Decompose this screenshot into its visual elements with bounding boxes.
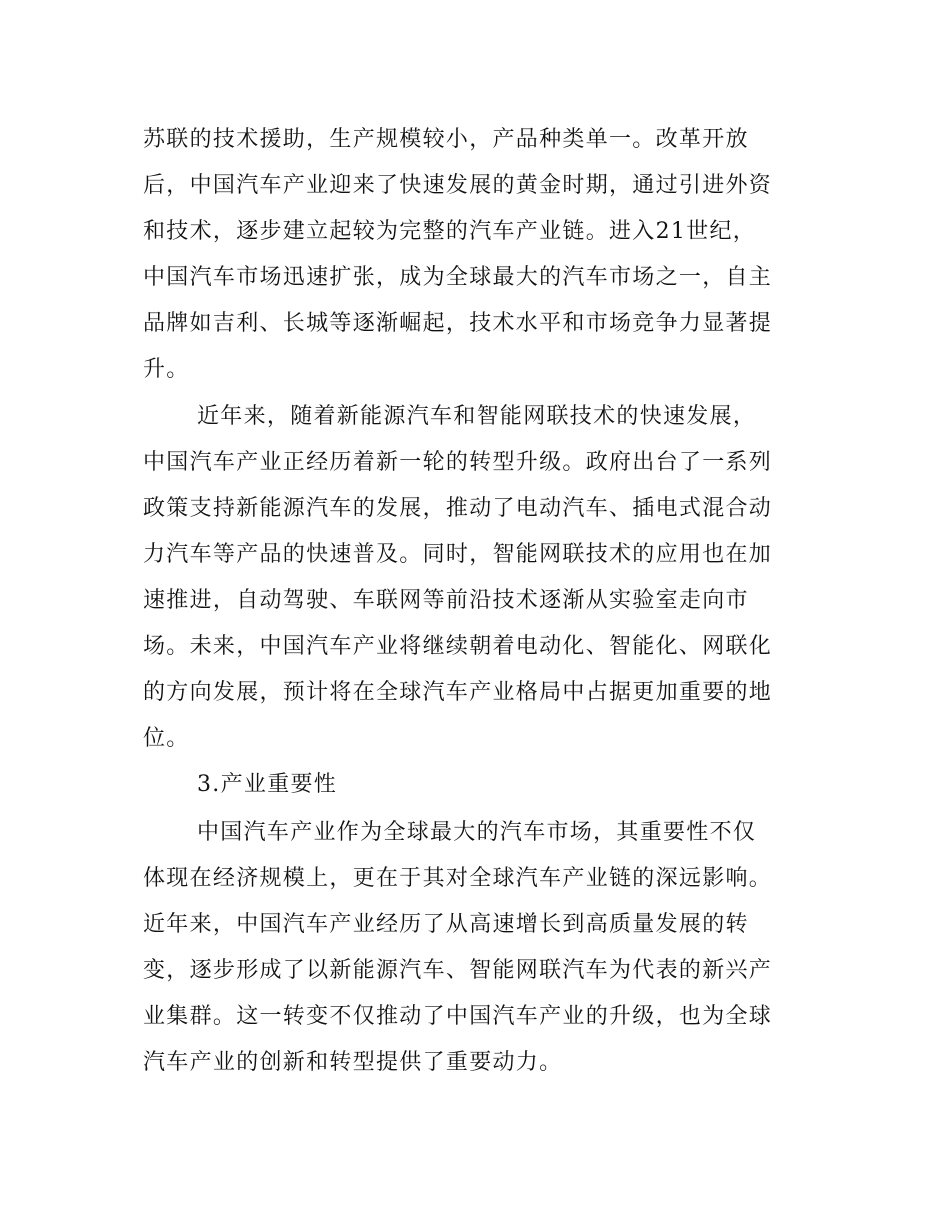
paragraph-line: 升。 — [143, 357, 190, 382]
paragraph-line: 速推进，自动驾驶、车联网等前沿技术逐渐从实验室走向市 — [143, 588, 749, 613]
paragraph-line: 品牌如吉利、长城等逐渐崛起，技术水平和市场竞争力显著提 — [143, 311, 773, 336]
paragraph-line: 近年来，中国汽车产业经历了从高速增长到高质量发展的转 — [143, 912, 749, 937]
paragraph-line: 中国汽车产业作为全球最大的汽车市场，其重要性不仅 — [197, 820, 757, 845]
paragraph-line: 政策支持新能源汽车的发展，推动了电动汽车、插电式混合动 — [143, 496, 773, 521]
paragraph-line: 位。 — [143, 726, 190, 751]
paragraph-line: 和技术，逐步建立起较为完整的汽车产业链。进入21世纪， — [143, 219, 757, 244]
paragraph-line: 业集群。这一转变不仅推动了中国汽车产业的升级，也为全球 — [143, 1004, 773, 1029]
paragraph-line: 的方向发展，预计将在全球汽车产业格局中占据更加重要的地 — [143, 680, 773, 705]
paragraph-line: 汽车产业的创新和转型提供了重要动力。 — [143, 1050, 563, 1075]
paragraph-line: 后，中国汽车产业迎来了快速发展的黄金时期，通过引进外资 — [143, 173, 773, 198]
paragraph-line: 近年来，随着新能源汽车和智能网联技术的快速发展， — [197, 404, 757, 429]
paragraph-line: 中国汽车产业正经历着新一轮的转型升级。政府出台了一系列 — [143, 450, 773, 475]
section-heading: 3.产业重要性 — [197, 772, 338, 797]
paragraph-line: 场。未来，中国汽车产业将继续朝着电动化、智能化、网联化 — [143, 634, 773, 659]
paragraph-line: 变，逐步形成了以新能源汽车、智能网联汽车为代表的新兴产 — [143, 958, 773, 983]
paragraph-line: 力汽车等产品的快速普及。同时，智能网联技术的应用也在加 — [143, 542, 773, 567]
paragraph-line: 体现在经济规模上，更在于其对全球汽车产业链的深远影响。 — [143, 866, 773, 891]
paragraph-line: 中国汽车市场迅速扩张，成为全球最大的汽车市场之一，自主 — [143, 265, 773, 290]
paragraph-line: 苏联的技术援助，生产规模较小，产品种类单一。改革开放 — [143, 127, 749, 152]
